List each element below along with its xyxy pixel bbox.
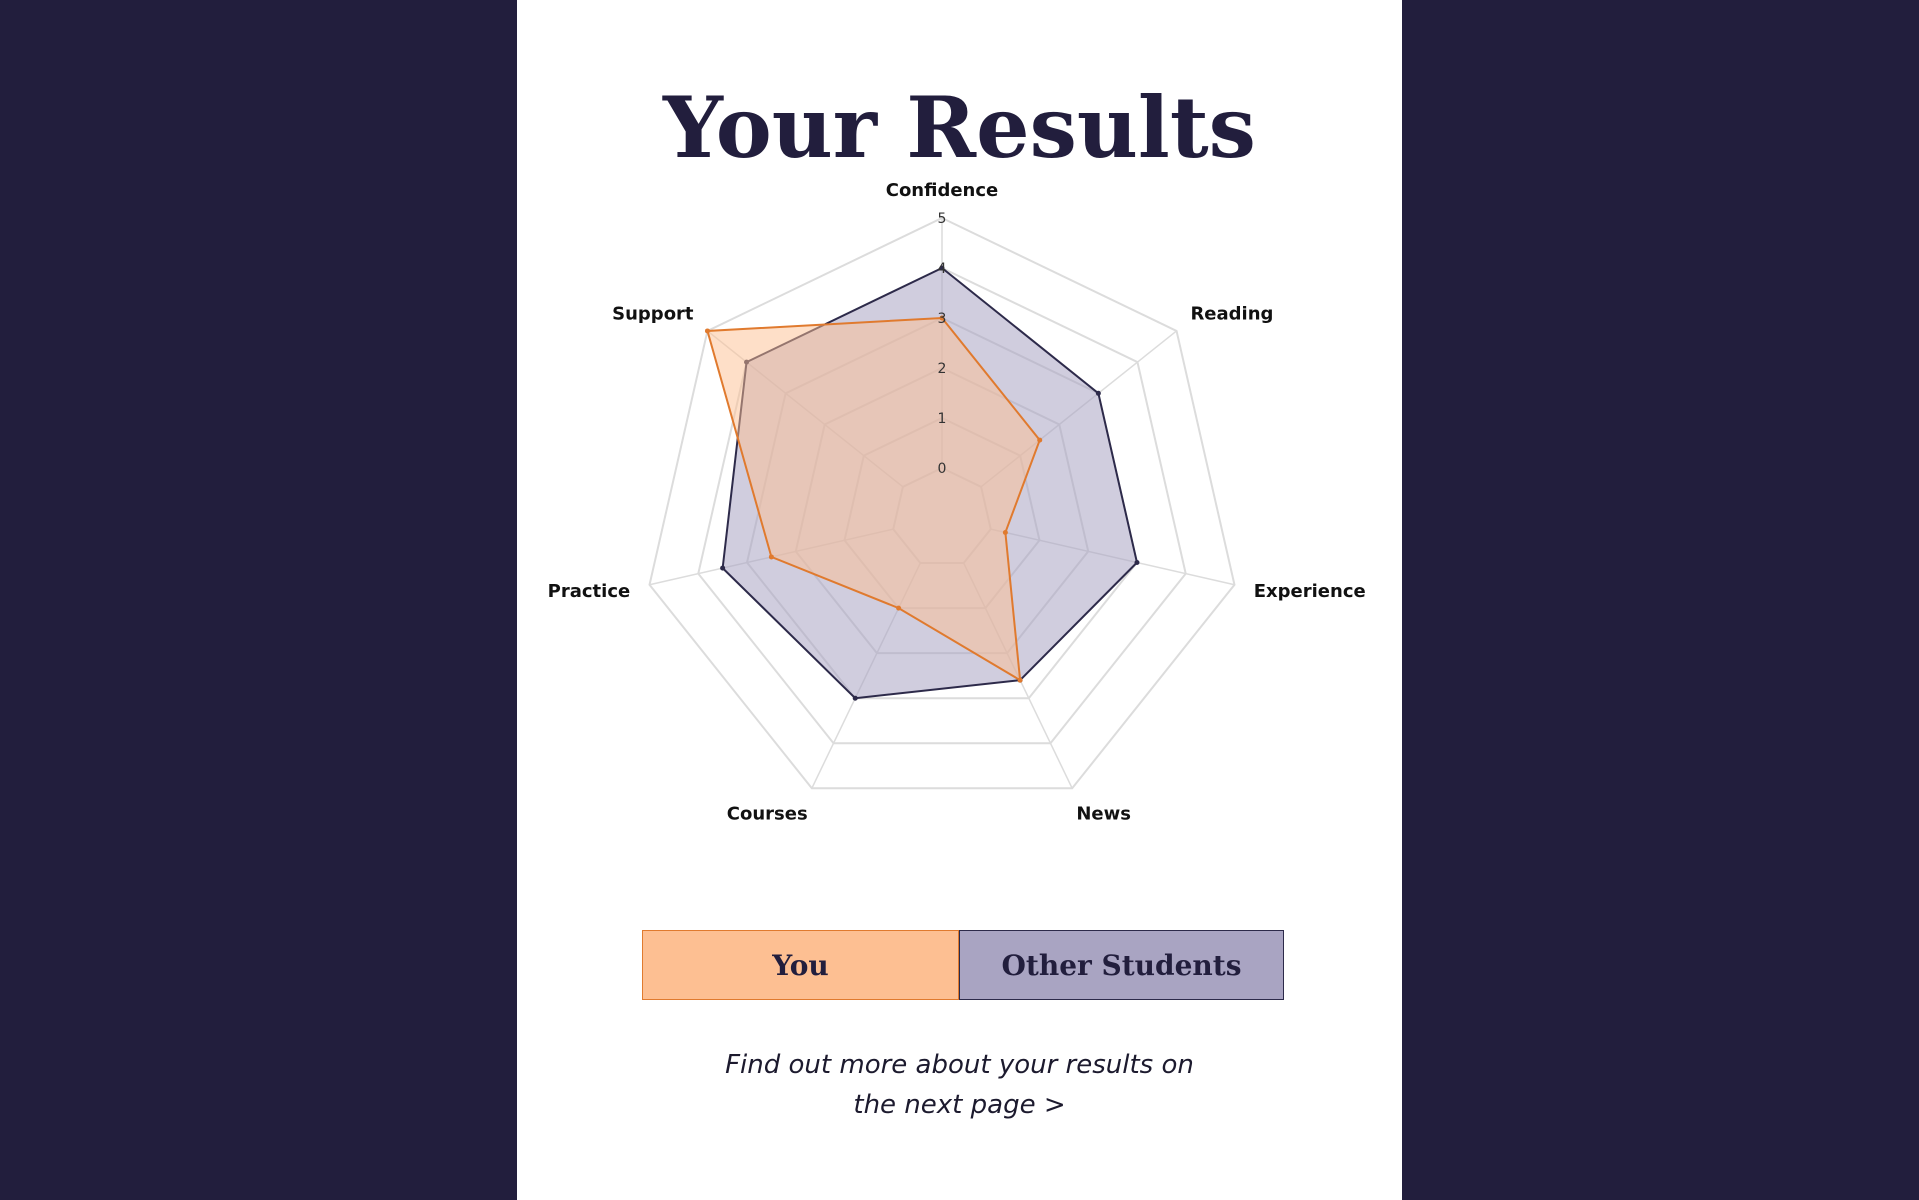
- point-other-students-practice: [720, 566, 725, 571]
- tick-label-1: 1: [937, 411, 947, 427]
- point-you-support: [705, 328, 710, 333]
- radar-chart: [517, 0, 1402, 820]
- point-you-experience: [1003, 530, 1008, 535]
- axis-label-courses: Courses: [726, 803, 808, 820]
- legend-other-students-button[interactable]: Other Students: [959, 930, 1284, 1000]
- page-title: Your Results: [663, 78, 1256, 177]
- axis-label-confidence: Confidence: [885, 180, 999, 201]
- axis-label-practice: Practice: [547, 580, 631, 602]
- axis-label-support: Support: [612, 303, 694, 325]
- next-page-link[interactable]: [517, 1045, 1402, 1125]
- tick-label-5: 5: [937, 211, 947, 227]
- next-page-text-line-1: Find out more about your results on: [725, 1050, 1194, 1080]
- point-other-students-courses: [853, 696, 858, 701]
- legend-you-button[interactable]: You: [642, 930, 959, 1000]
- next-page-text-line-2: the next page >: [853, 1090, 1066, 1120]
- axis-label-experience: Experience: [1253, 580, 1366, 602]
- tick-label-2: 2: [937, 361, 947, 377]
- tick-label-0: 0: [937, 461, 947, 477]
- tick-label-3: 3: [937, 311, 947, 327]
- axis-label-news: News: [1076, 803, 1131, 820]
- results-panel: [517, 0, 1402, 1200]
- axis-label-reading: Reading: [1190, 303, 1274, 325]
- point-you-reading: [1037, 438, 1042, 443]
- point-you-news: [1018, 678, 1023, 683]
- point-other-students-reading: [1096, 391, 1101, 396]
- chart-legend: [642, 930, 1284, 1000]
- point-other-students-experience: [1134, 560, 1139, 565]
- point-you-courses: [896, 606, 901, 611]
- tick-label-4: 4: [937, 261, 947, 277]
- point-you-practice: [769, 554, 774, 559]
